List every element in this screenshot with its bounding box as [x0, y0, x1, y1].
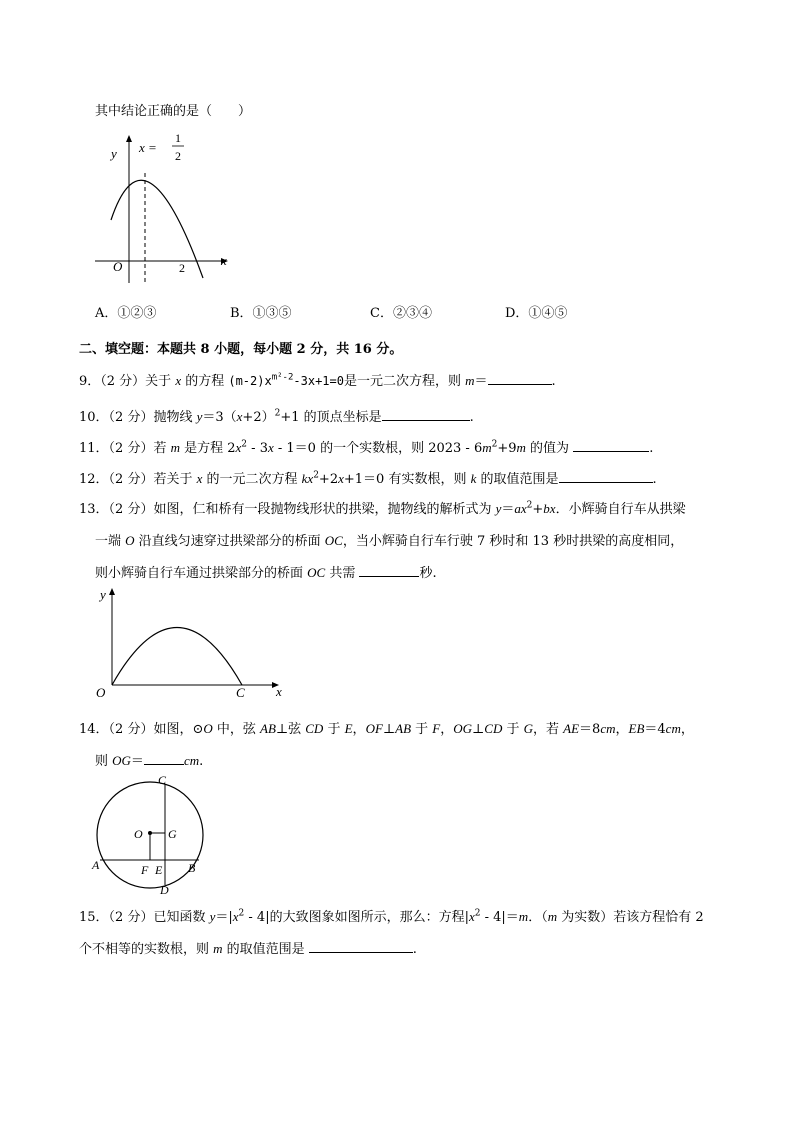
label-d: D	[160, 883, 169, 897]
arch-curve	[112, 628, 242, 686]
y-axis-label: y	[111, 146, 117, 161]
question-intro: 其中结论正确的是（ ）	[95, 104, 252, 119]
label-a: A	[92, 858, 100, 872]
label-f: F	[141, 863, 149, 877]
answer-blank-13[interactable]	[359, 564, 419, 577]
option-d: D．①④⑤	[505, 306, 568, 321]
question-13-line-3: 则小辉骑自行车通过拱梁部分的桥面 OC 共需 秒.	[95, 565, 437, 581]
figure-bridge-arch	[92, 585, 292, 700]
option-b: B．①③⑤	[230, 306, 292, 321]
question-10: 10．（2 分）抛物线 $y=3(x+2)^2+1$ 的顶点坐标是 .	[79, 408, 474, 425]
tick-label-2: 2	[179, 261, 185, 275]
option-a: A．①②③	[95, 306, 157, 321]
question-13-line-2: 一端 O 沿直线匀速穿过拱梁部分的桥面 OC，当小辉骑自行车行驶 7 秒时和 13 秒时拱梁的高度相同，	[95, 533, 684, 549]
question-9: 9．（2 分）关于 x 的方程 $(m-2)x^{m^2-2}-3x+1=0$是一元二次方程，则 m＝ .	[79, 372, 556, 389]
center-dot	[148, 831, 152, 835]
question-13-line-1: 13．（2 分）如图，仁和桥有一段抛物线形状的拱梁，抛物线的解析式为 $y=ax^2+bx$．小辉骑自行车从拱梁	[79, 500, 686, 517]
answer-blank-11[interactable]	[573, 439, 649, 452]
question-15-line-1: 15．（2 分）已知函数 $y=|x^2 - 4|$的大致图象如图所示，那么：方程$|x^2 - 4|=m$．（m 为实数）若该方程恰有 2	[79, 908, 704, 925]
answer-blank-10[interactable]	[382, 408, 470, 421]
x-axis-label: x	[221, 253, 227, 268]
label-o: O	[134, 827, 143, 841]
answer-blank-12[interactable]	[559, 470, 653, 483]
figure-circle-chords	[90, 770, 240, 900]
fraction-denominator: 2	[175, 149, 181, 163]
option-c: C．②③④	[370, 306, 432, 321]
y-axis-label: y	[100, 587, 106, 602]
question-14-line-2: 则 OG＝ cm.	[95, 753, 204, 769]
origin-label: O	[113, 259, 123, 274]
answer-blank-14[interactable]	[144, 752, 184, 765]
question-15-line-2: 个不相等的实数根，则 m 的取值范围是 .	[79, 941, 417, 957]
parabola-curve	[111, 180, 203, 278]
section-title: 二、填空题：本题共 8 小题，每小题 2 分，共 16 分。	[79, 342, 403, 357]
label-g: G	[168, 827, 177, 841]
point-c-label: C	[236, 685, 245, 700]
label-e: E	[155, 863, 163, 877]
label-c: C	[158, 773, 167, 787]
question-12: 12．（2 分）若关于 x 的一元二次方程 $kx^2+2x+1=0$ 有实数根，则 k 的取值范围是 .	[79, 470, 657, 487]
x-axis-label: x	[276, 684, 282, 699]
question-11: 11．（2 分）若 m 是方程 $2x^2 - 3x - 1=0$ 的一个实数根，则 $2023 - 6m^2+9m$ 的值为 .	[79, 439, 654, 456]
fraction-numerator: 1	[175, 131, 181, 145]
label-b: B	[188, 861, 196, 875]
question-14-line-1: 14．（2 分）如图，⊙O 中，弦 AB⊥弦 CD 于 E，OF⊥AB 于 F，OG⊥CD 于 G，若 AE＝8cm，EB＝4cm，	[79, 721, 694, 737]
axis-equation: x =	[139, 140, 157, 155]
figure-parabola-1	[95, 128, 240, 288]
answer-blank-9[interactable]	[488, 372, 552, 385]
origin-label: O	[96, 685, 106, 700]
answer-blank-15[interactable]	[309, 940, 413, 953]
